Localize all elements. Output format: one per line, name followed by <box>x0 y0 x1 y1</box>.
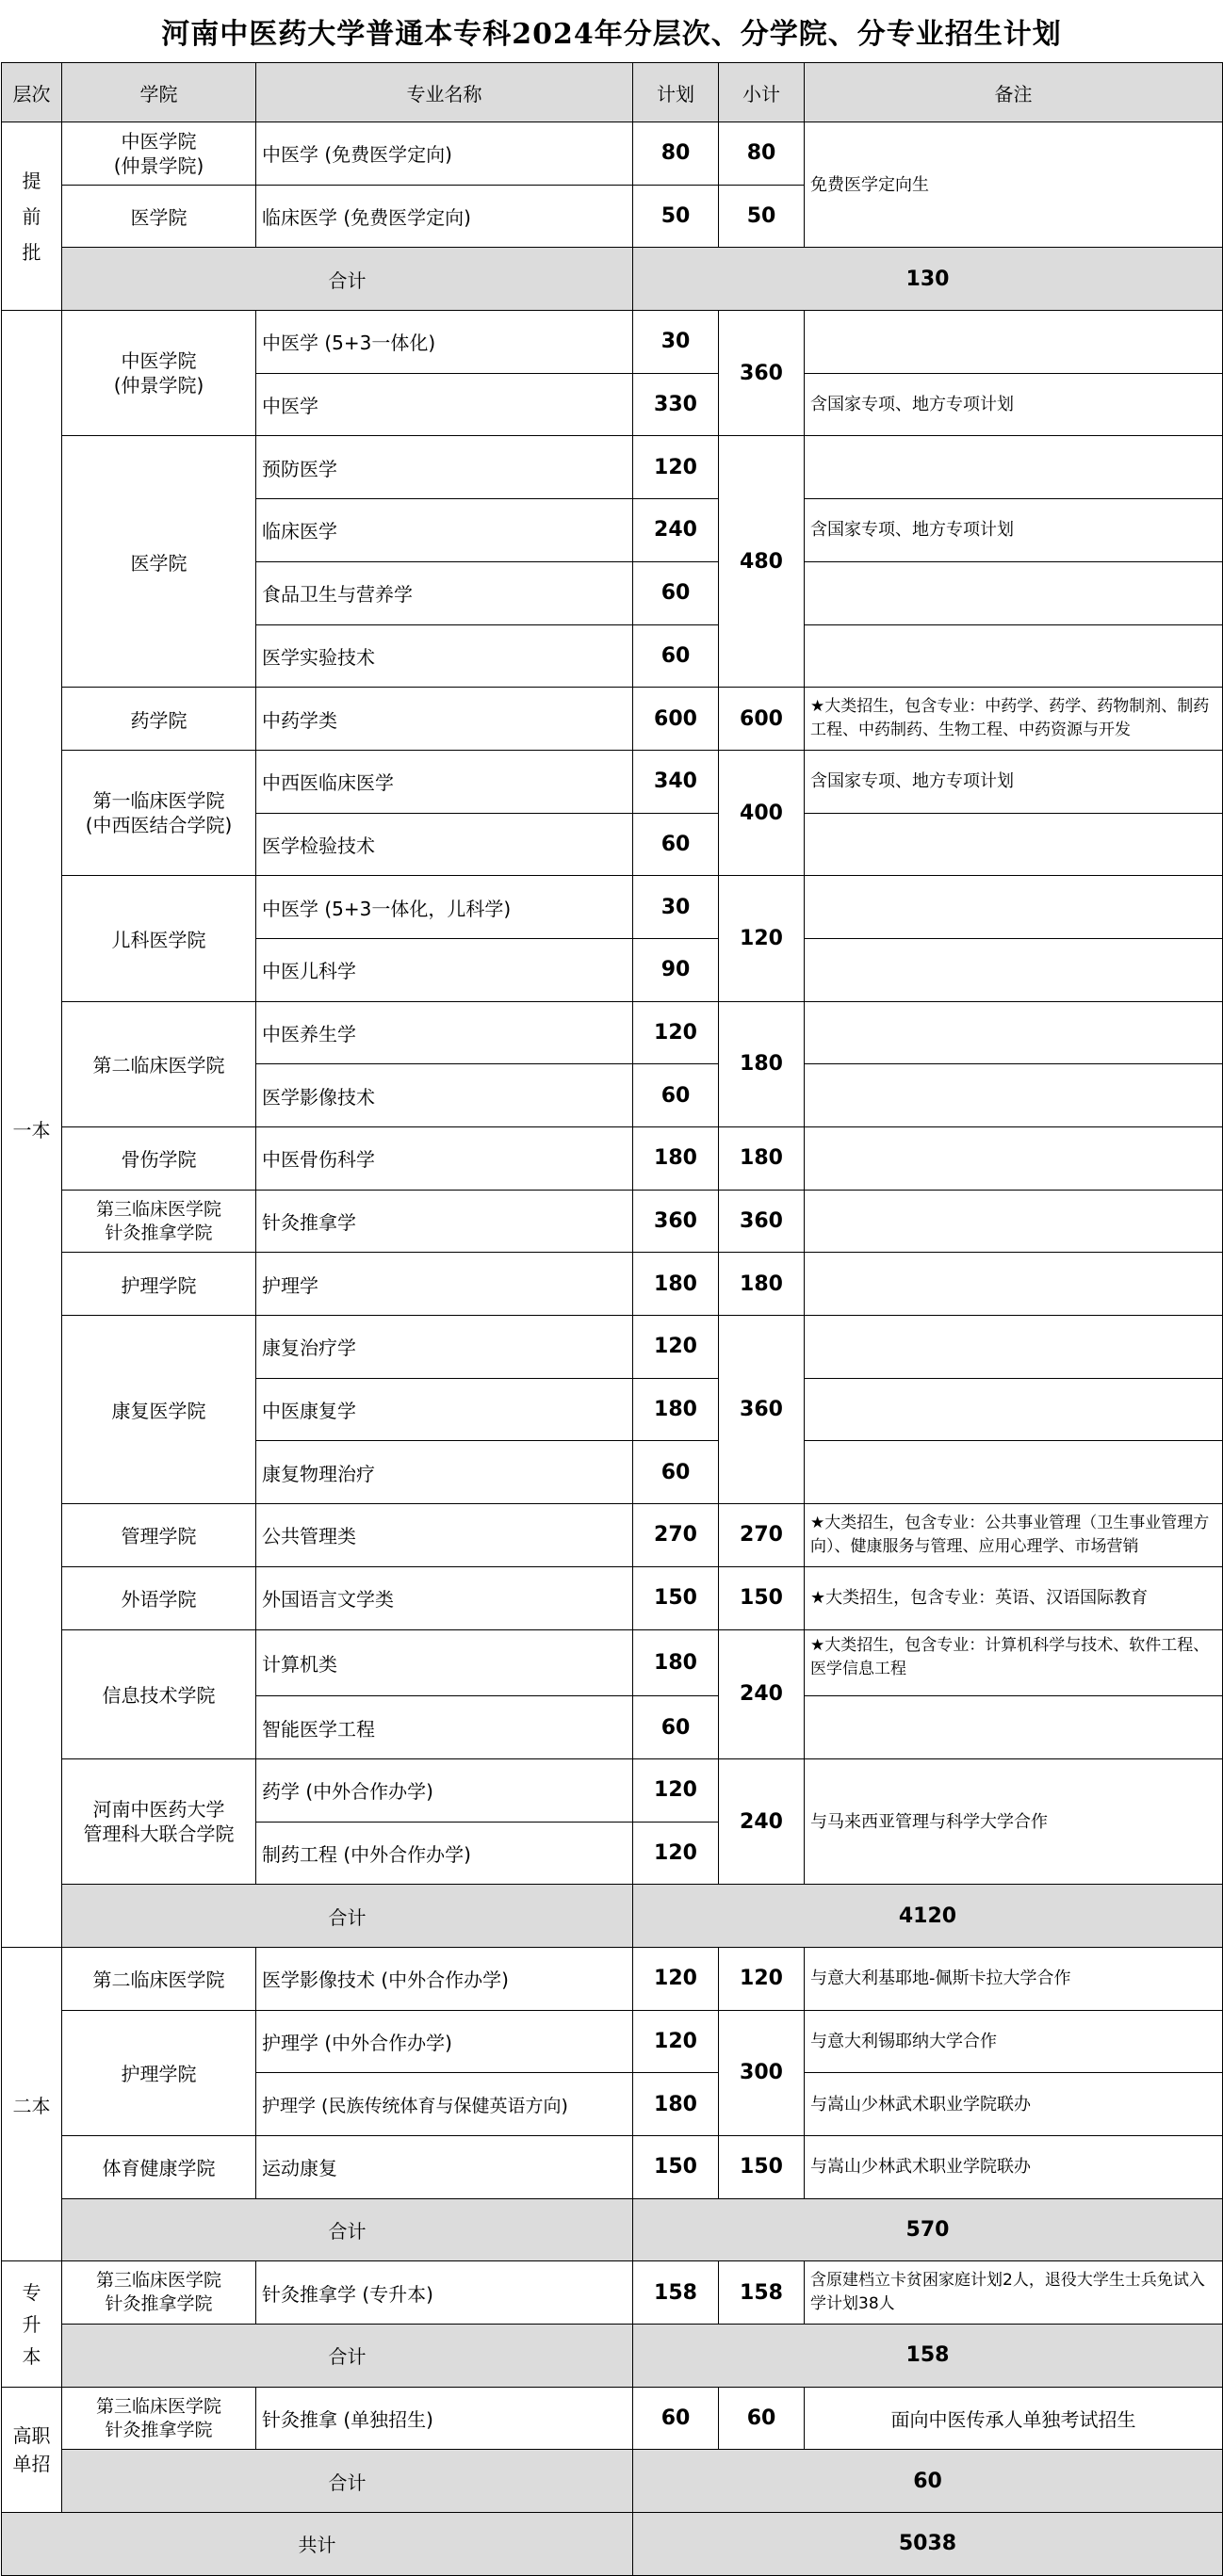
enrollment-table <box>1 62 1223 2576</box>
major-cell: 中医学 (5+3一体化，儿科学) <box>256 876 633 939</box>
plan-cell: 180 <box>633 1127 719 1191</box>
table-row <box>2 1629 1223 1696</box>
subtotal-cell: 80 <box>719 122 805 186</box>
header-row <box>2 63 1223 122</box>
note-cell <box>805 311 1223 374</box>
level-cell-gaozhi: 高职 单招 <box>2 2387 62 2512</box>
subtotal-cell: 180 <box>719 1127 805 1191</box>
note-cell: 含国家专项、地方专项计划 <box>805 373 1223 436</box>
note-cell <box>805 561 1223 624</box>
note-cell <box>805 624 1223 688</box>
college-cell: 中医学院 (仲景学院) <box>62 122 256 186</box>
plan-cell: 150 <box>633 1566 719 1629</box>
table-row <box>2 1253 1223 1316</box>
plan-cell: 60 <box>633 2387 719 2450</box>
major-cell: 针灸推拿学 <box>256 1190 633 1253</box>
note-cell <box>805 1064 1223 1127</box>
major-cell: 药学 (中外合作办学) <box>256 1758 633 1822</box>
note-cell <box>805 813 1223 876</box>
total-value: 158 <box>633 2325 1223 2388</box>
note-cell <box>805 436 1223 499</box>
plan-cell: 30 <box>633 311 719 374</box>
plan-cell: 60 <box>633 813 719 876</box>
major-cell: 护理学 (民族传统体育与保健英语方向) <box>256 2073 633 2136</box>
grand-total-label: 共计 <box>2 2513 633 2576</box>
note-cell: 含国家专项、地方专项计划 <box>805 750 1223 813</box>
college-cell: 第三临床医学院 针灸推拿学院 <box>62 1190 256 1253</box>
plan-cell: 180 <box>633 1629 719 1696</box>
header-plan: 计划 <box>633 63 719 122</box>
major-cell: 食品卫生与营养学 <box>256 561 633 624</box>
header-note: 备注 <box>805 63 1223 122</box>
table-row <box>2 2010 1223 2073</box>
table-row <box>2 1566 1223 1629</box>
header-subtotal: 小计 <box>719 63 805 122</box>
college-cell: 中医学院 (仲景学院) <box>62 311 256 436</box>
note-cell <box>805 1253 1223 1316</box>
plan-cell: 600 <box>633 688 719 751</box>
note-cell: 与嵩山少林武术职业学院联办 <box>805 2073 1223 2136</box>
subtotal-cell: 120 <box>719 1947 805 2010</box>
table-row <box>2 1190 1223 1253</box>
college-cell: 体育健康学院 <box>62 2136 256 2199</box>
total-value: 130 <box>633 248 1223 311</box>
plan-cell: 340 <box>633 750 719 813</box>
total-label: 合计 <box>62 248 633 311</box>
major-cell: 中医养生学 <box>256 1001 633 1064</box>
major-cell: 医学实验技术 <box>256 624 633 688</box>
note-cell: 含原建档立卡贫困家庭计划2人，退役大学生士兵免试入学计划38人 <box>805 2261 1223 2325</box>
note-cell <box>805 1696 1223 1759</box>
table-row <box>2 2136 1223 2199</box>
college-cell: 管理学院 <box>62 1504 256 1567</box>
plan-cell: 120 <box>633 1758 719 1822</box>
college-cell: 外语学院 <box>62 1566 256 1629</box>
total-value: 4120 <box>633 1885 1223 1948</box>
subtotal-cell: 120 <box>719 876 805 1001</box>
college-cell: 医学院 <box>62 436 256 688</box>
note-cell <box>805 1127 1223 1191</box>
total-row <box>2 1885 1223 1948</box>
college-cell: 第一临床医学院 (中西医结合学院) <box>62 750 256 875</box>
major-cell: 中医学 (免费医学定向) <box>256 122 633 186</box>
note-cell: 与意大利基耶地-佩斯卡拉大学合作 <box>805 1947 1223 2010</box>
major-cell: 预防医学 <box>256 436 633 499</box>
subtotal-cell: 50 <box>719 185 805 248</box>
total-label: 合计 <box>62 2198 633 2261</box>
header-college: 学院 <box>62 63 256 122</box>
college-cell: 药学院 <box>62 688 256 751</box>
note-cell: 面向中医传承人单独考试招生 <box>805 2387 1223 2450</box>
level-cell-yiben: 一本 <box>2 311 62 1948</box>
plan-cell: 330 <box>633 373 719 436</box>
plan-cell: 120 <box>633 1822 719 1885</box>
major-cell: 中医学 (5+3一体化) <box>256 311 633 374</box>
note-cell: 免费医学定向生 <box>805 122 1223 248</box>
major-cell: 公共管理类 <box>256 1504 633 1567</box>
subtotal-cell: 150 <box>719 1566 805 1629</box>
college-cell: 医学院 <box>62 185 256 248</box>
total-row <box>2 2325 1223 2388</box>
plan-cell: 240 <box>633 499 719 562</box>
plan-cell: 60 <box>633 624 719 688</box>
note-cell: 含国家专项、地方专项计划 <box>805 499 1223 562</box>
note-cell <box>805 1001 1223 1064</box>
major-cell: 针灸推拿 (单独招生) <box>256 2387 633 2450</box>
grand-total-row <box>2 2513 1223 2576</box>
grand-total-value: 5038 <box>633 2513 1223 2576</box>
college-cell: 护理学院 <box>62 1253 256 1316</box>
subtotal-cell: 300 <box>719 2010 805 2135</box>
note-cell: ★大类招生，包含专业：计算机科学与技术、软件工程、医学信息工程 <box>805 1629 1223 1696</box>
total-label: 合计 <box>62 2450 633 2513</box>
major-cell: 中药学类 <box>256 688 633 751</box>
major-cell: 运动康复 <box>256 2136 633 2199</box>
note-cell <box>805 1378 1223 1441</box>
major-cell: 计算机类 <box>256 1629 633 1696</box>
note-cell <box>805 938 1223 1001</box>
plan-cell: 180 <box>633 2073 719 2136</box>
plan-cell: 120 <box>633 2010 719 2073</box>
plan-cell: 80 <box>633 122 719 186</box>
subtotal-cell: 360 <box>719 311 805 436</box>
plan-cell: 120 <box>633 1001 719 1064</box>
note-cell <box>805 876 1223 939</box>
note-cell: ★大类招生，包含专业：公共事业管理（卫生事业管理方向）、健康服务与管理、应用心理学、市场营销 <box>805 1504 1223 1567</box>
plan-cell: 60 <box>633 561 719 624</box>
total-label: 合计 <box>62 2325 633 2388</box>
major-cell: 护理学 <box>256 1253 633 1316</box>
college-cell: 河南中医药大学 管理科大联合学院 <box>62 1758 256 1884</box>
major-cell: 临床医学 (免费医学定向) <box>256 185 633 248</box>
major-cell: 康复物理治疗 <box>256 1441 633 1504</box>
subtotal-cell: 158 <box>719 2261 805 2325</box>
college-cell: 第三临床医学院 针灸推拿学院 <box>62 2261 256 2325</box>
subtotal-cell: 240 <box>719 1629 805 1758</box>
college-cell: 康复医学院 <box>62 1316 256 1504</box>
table-row <box>2 1504 1223 1567</box>
table-row <box>2 311 1223 374</box>
plan-cell: 30 <box>633 876 719 939</box>
total-row <box>2 248 1223 311</box>
college-cell: 信息技术学院 <box>62 1629 256 1758</box>
major-cell: 医学影像技术 (中外合作办学) <box>256 1947 633 2010</box>
plan-cell: 50 <box>633 185 719 248</box>
table-row <box>2 1947 1223 2010</box>
subtotal-cell: 180 <box>719 1001 805 1126</box>
level-cell-zhuanshengben: 专 升 本 <box>2 2261 62 2387</box>
major-cell: 智能医学工程 <box>256 1696 633 1759</box>
total-row <box>2 2450 1223 2513</box>
major-cell: 中医儿科学 <box>256 938 633 1001</box>
plan-cell: 180 <box>633 1253 719 1316</box>
major-cell: 康复治疗学 <box>256 1316 633 1379</box>
major-cell: 针灸推拿学 (专升本) <box>256 2261 633 2325</box>
table-row <box>2 688 1223 751</box>
plan-cell: 180 <box>633 1378 719 1441</box>
table-row <box>2 1758 1223 1822</box>
table-row <box>2 2261 1223 2325</box>
plan-cell: 60 <box>633 1441 719 1504</box>
major-cell: 医学影像技术 <box>256 1064 633 1127</box>
page-title: 河南中医药大学普通本专科2024年分层次、分学院、分专业招生计划 <box>161 18 1062 51</box>
college-cell: 儿科医学院 <box>62 876 256 1001</box>
major-cell: 中医骨伤科学 <box>256 1127 633 1191</box>
plan-cell: 120 <box>633 1316 719 1379</box>
subtotal-cell: 400 <box>719 750 805 875</box>
header-level: 层次 <box>2 63 62 122</box>
plan-cell: 120 <box>633 436 719 499</box>
note-cell: 与嵩山少林武术职业学院联办 <box>805 2136 1223 2199</box>
plan-cell: 270 <box>633 1504 719 1567</box>
level-cell-erben: 二本 <box>2 1947 62 2260</box>
header-major: 专业名称 <box>256 63 633 122</box>
total-value: 570 <box>633 2198 1223 2261</box>
table-row <box>2 750 1223 813</box>
plan-cell: 120 <box>633 1947 719 2010</box>
table-row <box>2 1127 1223 1191</box>
total-value: 60 <box>633 2450 1223 2513</box>
table-row <box>2 436 1223 499</box>
major-cell: 临床医学 <box>256 499 633 562</box>
college-cell: 第二临床医学院 <box>62 1947 256 2010</box>
plan-cell: 60 <box>633 1064 719 1127</box>
major-cell: 医学检验技术 <box>256 813 633 876</box>
subtotal-cell: 480 <box>719 436 805 688</box>
plan-cell: 150 <box>633 2136 719 2199</box>
subtotal-cell: 360 <box>719 1316 805 1504</box>
subtotal-cell: 360 <box>719 1190 805 1253</box>
note-cell <box>805 1316 1223 1379</box>
college-cell: 第二临床医学院 <box>62 1001 256 1126</box>
subtotal-cell: 270 <box>719 1504 805 1567</box>
table-row <box>2 876 1223 939</box>
note-cell <box>805 1190 1223 1253</box>
table-row <box>2 122 1223 186</box>
total-label: 合计 <box>62 1885 633 1948</box>
subtotal-cell: 240 <box>719 1758 805 1884</box>
plan-cell: 90 <box>633 938 719 1001</box>
subtotal-cell: 60 <box>719 2387 805 2450</box>
major-cell: 外国语言文学类 <box>256 1566 633 1629</box>
major-cell: 制药工程 (中外合作办学) <box>256 1822 633 1885</box>
college-cell: 护理学院 <box>62 2010 256 2135</box>
subtotal-cell: 180 <box>719 1253 805 1316</box>
major-cell: 中医康复学 <box>256 1378 633 1441</box>
note-cell: 与马来西亚管理与科学大学合作 <box>805 1758 1223 1884</box>
major-cell: 中医学 <box>256 373 633 436</box>
note-cell <box>805 1441 1223 1504</box>
table-row <box>2 1001 1223 1064</box>
level-cell-tiqian: 提 前 批 <box>2 122 62 311</box>
table-row <box>2 2387 1223 2450</box>
subtotal-cell: 600 <box>719 688 805 751</box>
table-row <box>2 1316 1223 1379</box>
subtotal-cell: 150 <box>719 2136 805 2199</box>
college-cell: 第三临床医学院 针灸推拿学院 <box>62 2387 256 2450</box>
major-cell: 中西医临床医学 <box>256 750 633 813</box>
plan-cell: 158 <box>633 2261 719 2325</box>
college-cell: 骨伤学院 <box>62 1127 256 1191</box>
note-cell: 与意大利锡耶纳大学合作 <box>805 2010 1223 2073</box>
note-cell: ★大类招生，包含专业：英语、汉语国际教育 <box>805 1566 1223 1629</box>
plan-cell: 360 <box>633 1190 719 1253</box>
total-row <box>2 2198 1223 2261</box>
major-cell: 护理学 (中外合作办学) <box>256 2010 633 2073</box>
plan-cell: 60 <box>633 1696 719 1759</box>
note-cell: ★大类招生，包含专业：中药学、药学、药物制剂、制药工程、中药制药、生物工程、中药资源与开发 <box>805 688 1223 751</box>
